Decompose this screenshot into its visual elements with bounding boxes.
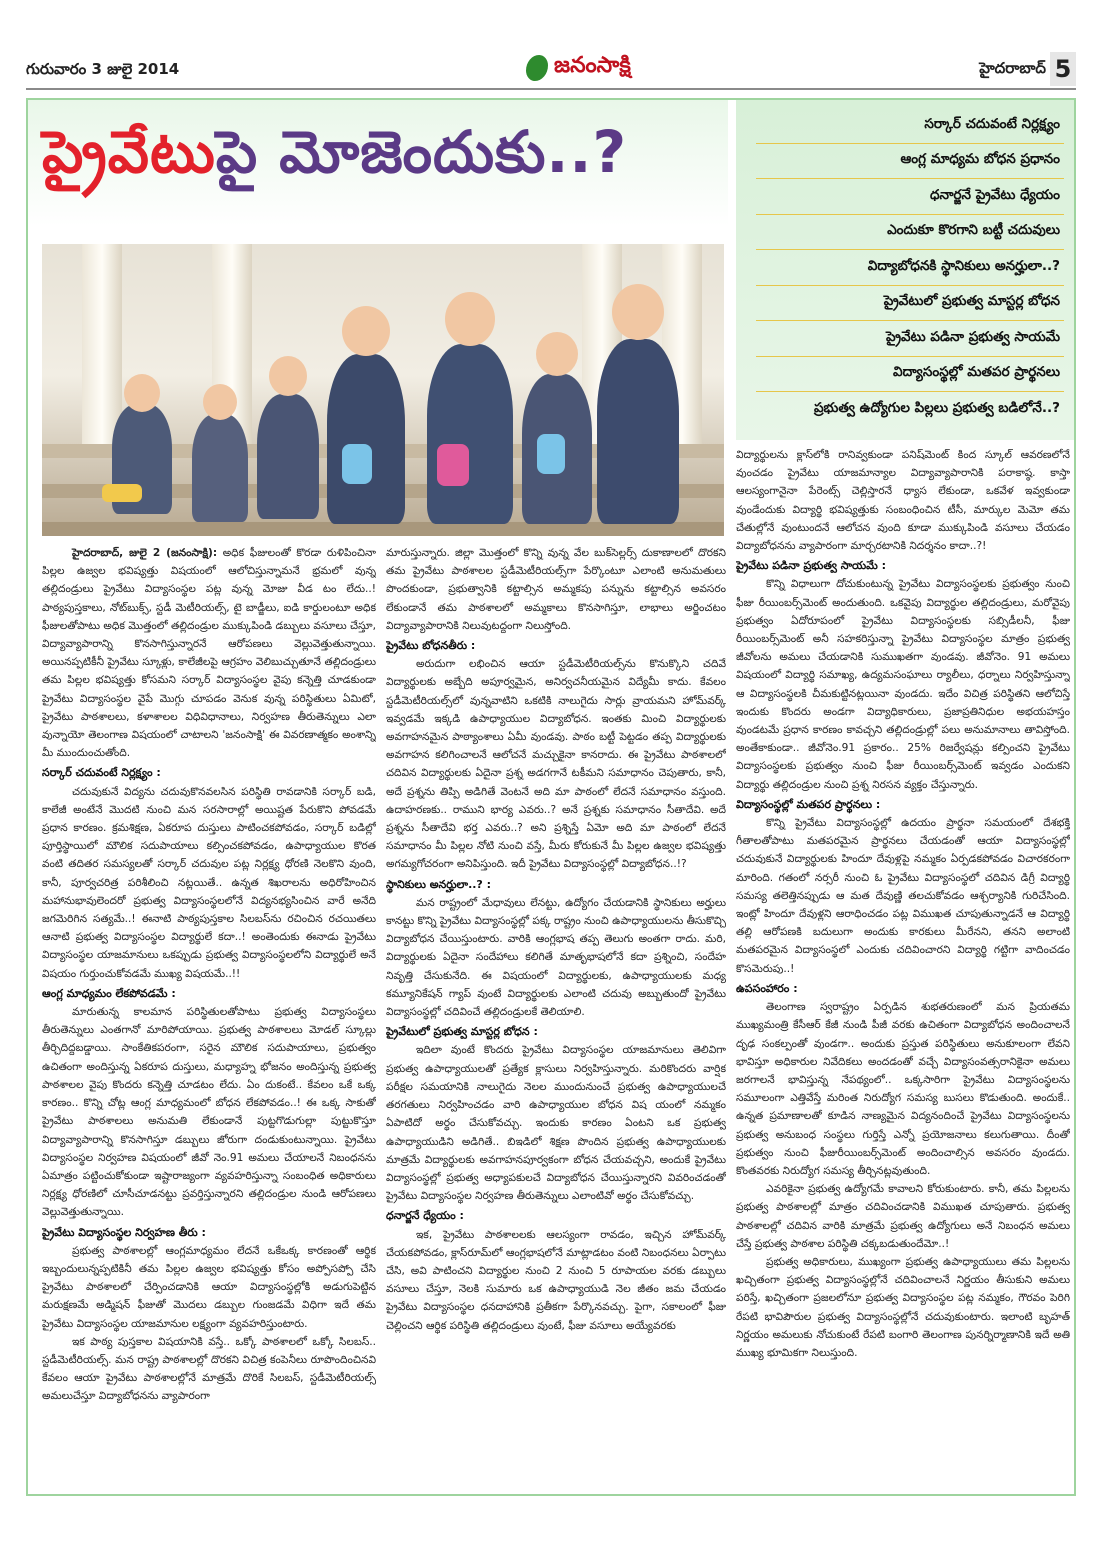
subheading: ప్రైవేటు పడినా ప్రభుత్వ సాయమే : — [736, 559, 887, 573]
newspaper-name: జనంసాక్షి — [554, 52, 631, 78]
dateline: హైదరాబాద్, జులై 2 (జనంసాక్షి): — [72, 547, 218, 559]
subheading: ఆంగ్ల మాధ్యమం లేకపోవడమే : — [42, 986, 176, 1000]
headline-part-2: పై మోజెందుకు..? — [215, 118, 628, 186]
subheading: ప్రైవేటు విద్యాసంస్థల నిర్వహణ తీరు : — [42, 1225, 206, 1239]
article-column-1 — [42, 544, 376, 1496]
highlight-item: ప్రైవేటు పడినా ప్రభుత్వ సాయమే — [756, 321, 1064, 357]
page-number: 5 — [1050, 52, 1076, 86]
article-column-2 — [386, 544, 726, 1496]
highlight-item: ప్రైవేటులో ప్రభుత్వ మాస్టర్ల బోధన — [756, 286, 1064, 322]
headline-band — [28, 100, 728, 226]
edition-city: హైదరాబాద్ — [979, 59, 1046, 77]
highlights-box — [736, 100, 1074, 440]
schoolchildren-photo — [42, 244, 724, 536]
paragraph: విద్యార్థులను క్లాస్‌లోకి రానివ్వకుండా పనిష్‌మెంట్ కింద స్కూల్ ఆవరణలోనే వుంచడం ప్రైవేటు యాజమాన్యాల విద్యావ్యాపారానికి పరాకాష్ఠ. కాస్తా ఆలస్యంగానైనా పేరెంట్స్ చెల్లిస్తారనే ధ్యాస లేకుండా, ఒకవేళ ఇవ్వకుండా వుండేందుకు విద్యార్థి భవిష్యత్తుకు సంబంధించిన టీసీ, మార్కుల మెమో తమ చేతుల్లోనే వుంటుందనే ఆలోచన వుంది కూడా ముక్కుపిండి వసూలు చేయడం విద్యాబోధనను వ్యాపారంగా మార్చరటానికి నిదర్శనం కాదా..?! — [736, 449, 1070, 553]
paragraph: మారుస్తున్నారు. జిల్లా మొత్తంలో కొన్ని వున్న వేల బుక్‌సెల్లర్స్ దుకాణాలలో దొరకని తమ ప్రైవేటు పాఠశాలల స్టడీమెటీరియల్స్‌గా పేర్కొంటూ ఎలాంటి అనుమతులు పొందకుండా, ప్రభుత్వానికి కట్టాల్సిన అమ్మకపు పన్నును కట్టాల్సిన అవసరం లేకుండానే తమ పాఠశాలలో అమ్మకాలు కొనసాగిస్తూ, లాభాలు అర్జించటం విద్యావ్యాపారానికి నిలువుటద్దంగా నిలుస్తోంది. — [386, 547, 726, 632]
article-headline — [42, 118, 627, 201]
subheading: స్థానికులు అనర్హులా..? : — [386, 877, 492, 891]
paragraph: కొన్ని విధాలుగా దోచుకుంటున్న ప్రైవేటు విద్యాసంస్థలకు ప్రభుత్వం నుంచి ఫీజు రీయింబర్స్‌మెంట్ అందుతుంది. ఒకవైపు విద్యార్థుల తల్లిదండ్రులు, మరోవైపు ప్రభుత్వం ఏదోరూపంలో ప్రైవేటు విద్యాసంస్థలకు సబ్సిడీలనీ, ఫీజు రీయింబర్స్‌మెంట్ అనీ సహకరిస్తున్నా ప్రైవేటు విద్యాసంస్థల మాత్రం ప్రభుత్వ జీవోలను అమలు చేయడానికి సుముఖతగా వుండవు. జీవోనెం. 91 అమలు విషయంలో విద్యార్థి సమాఖ్య, ఉద్యమసంఘాలు ర్యాలీలు, ధర్నాలు నిర్వహిస్తున్నా ఆ విద్యాసంస్థలకి చీమకుట్టినట్లయినా వుండదు. ఇదేం విచిత్ర పరిస్థితని ఆలోచిస్తే ఇందుకు కొందరు అండగా విద్యాధికారులు, ప్రజాప్రతినిధుల అభయహస్తం వుండటమే ప్రధాన కారణం కావచ్చని తల్లిదండ్రుల్లో పలు అనుమానాలు తావిస్తోంది. అంతేకాకుండా.. జీవోనెం.91 ప్రకారం.. 25% రిజర్వేషన్లు కల్పించని ప్రైవేటు విద్యాసంస్థలకు ప్రభుత్వం నుంచి ఫీజు రీయింబర్స్‌మెంట్ ఇవ్వడం ఎందుకని విద్యార్థు తల్లిదండ్రుల నుంచి ప్రశ్న నిరసన వ్యక్తం చేస్తున్నారు. — [736, 578, 1070, 791]
newspaper-logo[interactable] — [526, 52, 631, 83]
leaf-logo-icon — [526, 55, 548, 81]
paragraph: ఎవరికైనా ప్రభుత్వ ఉద్యోగమే కావాలని కోరుకుంటారు. కానీ, తమ పిల్లలను ప్రభుత్వ పాఠశాలల్లో మాత్రం చదివించడానికి విముఖత చూపుతారు. ప్రభుత్వ పాఠశాలల్లో చదివిన వారికి మాత్రమే ప్రభుత్వ ఉద్యోగులు అనే నిబంధన అమలు చేస్తే ప్రభుత్వ పాఠశాల పరిస్థితి చక్కబడుతుందేమో..! — [736, 1183, 1070, 1250]
paragraph: తెలంగాణ స్వరాష్ట్రం ఏర్పడిన శుభతరుణంలో మన ప్రియతమ ముఖ్యమంత్రి కేసీఆర్ కేజీ నుండి పీజీ వరకు ఉచితంగా విద్యాబోధన అందించాలనే దృఢ సంకల్పంతో వుండగా.. అందుకు ప్రస్తుత పరిస్థితులు అనుకూలంగా లేవని భావిస్తూ అధికారుల నివేదికలు అందడంతో వచ్చే విద్యాసంవత్సరానికైనా అమలు జరగాలనే భావిస్తున్న నేపథ్యంలో.. ఒక్కసారిగా ప్రైవేటు విద్యాసంస్థలను సమూలంగా ఎత్తివేస్తే మరింత నిరుద్యోగ సమస్య బుసలు కొడుతుంది. అందుకే.. ఉన్నత ప్రమాణాలతో కూడిన నాణ్యమైన విద్యనందించే ప్రైవేటు విద్యాసంస్థలను ప్రభుత్వ అనుబంధ సంస్థలు గుర్తిస్తే ఎన్నో ప్రయోజనాలు కలుగుతాయి. దీంతో ప్రభుత్వం నుంచి ఫీజురీయింబర్స్‌మెంట్ అందించాల్సిన అవసరం వుండదు. కొంతవరకు నిరుద్యోగ సమస్య తీర్చినట్లవుతుంది. — [736, 1001, 1070, 1177]
paragraph: మారుతున్న కాలమాన పరిస్థితులతోపాటు ప్రభుత్వ విద్యాసంస్థలు తీరుతెన్నులు ఎంతగానో మారిపోయాయి. ప్రభుత్వ పాఠశాలలు మోడల్ స్కూల్లు తీర్చిదిద్దబడ్డాయి. సాంకేతికపరంగా, సరైన మౌలిక సదుపాయాలు, ప్రభుత్వం ఉచితంగా అందిస్తున్న ఏకరూప దుస్తులు, మధ్యాహ్న భోజనం అందిస్తున్న ప్రభుత్వ పాఠశాలల వైపు కొందరు కన్నెత్తి చూడటం లేదు. ఏం దుకంటే.. కేవలం ఒకే ఒక్క కారణం.. కొన్ని చోట్ల ఆంగ్ల మాధ్యమంలో బోధన లేకపోవడం..! ఈ ఒక్క సాకుతో ప్రైవేటు పాఠశాలలు అనుమతి లేకుండానే పుట్టగొడుగుల్లా పుట్టుకొస్తూ విద్యావ్యాపారాన్ని కొనసాగిస్తూ డబ్బులు జోరుగా దండుకుంటున్నాయి. ప్రైవేటు విద్యాసంస్థల నిర్వహణ విషయంలో జీవో నెం.91 అమలు చేయాలనే నిబంధనను ఏమాత్రం పట్టించుకోకుండా ఇష్టారాజ్యంగా వ్యవహరిస్తున్నా సంబంధిత అధికారులు నిర్లక్ష్య ధోరణిలో చూసీచూడనట్టు ప్రవర్తిస్తున్నారని తల్లిదండ్రుల నుండి ఆరోపణలు వెల్లువెత్తుతున్నాయి. — [42, 1006, 376, 1219]
paragraph: చదువుకునే విద్యను చదువుకొనవలసిన పరిస్థితి రావడానికి సర్కార్ బడి, కాలేజీ అంటేనే మొదటి నుంచి మన సరసారాల్లో అయిష్టత పేరుకొని పోవడమే ప్రధాన కారణం. క్రమశిక్షణ, ఏకరూప దుస్తులు పాటించకపోవడం, సర్కార్ బడిల్లో పూర్తిస్థాయిలో మౌలిక సదుపాయాలు కల్పించకపోవడం, ఉపాధ్యాయుల కొరత వంటి తదితర సమస్యలతో సర్కార్ చదువుల పట్ల నిర్లక్ష్య ధోరణి నెలకొని వుంది, కానీ, పూర్వచరిత్ర పరిశీలించి నట్లయితే.. ఉన్నత శిఖరాలను అధిరోహించిన మహానుభావులెందరో ప్రభుత్వ విద్యాసంస్థలలోనే విద్యనభ్యసించిన వారే అనేది జగమెరిగిన సత్యమే..! ఈనాటి పాఠ్యపుస్తకాల సిలబస్‌ను రచించిన రచయితలు ఆనాటి ప్రభుత్వ విద్యాసంస్థల విద్యార్థులే కదా..! అంతెందుకు ఈనాడు ప్రైవేటు విద్యాసంస్థల యాజమానులు ఒకప్పుడు ప్రభుత్వ విద్యాసంస్థలలోని విద్యార్థులే అనే విషయం గుర్తుంచుకోవడమే ముఖ్య విషయమే..!! — [42, 785, 376, 980]
highlight-item: ఎందుకూ కొరగాని బట్టీ చదువులు — [756, 215, 1064, 251]
highlight-item: ధనార్జనే ప్రైవేటు ధ్యేయం — [756, 179, 1064, 215]
article-column-3 — [736, 446, 1070, 1496]
paragraph: ఇక పాఠ్య పుస్తకాల విషయానికి వస్తే.. ఒక్కో పాఠశాలలో ఒక్కో సిలబస్.. స్టడీమెటీరియల్స్. మన రాష్ట్ర పాఠశాలల్లో దొరకని విచిత్ర కంపెనీలు రూపొందించినవి కేవలం ఆయా ప్రైవేటు పాఠశాలల్లోనే మాత్రమే దొరికే సిలబస్, స్టడీమెటీరియల్స్ అమలుచేస్తూ విద్యాబోధనను వ్యాపారంగా — [42, 1335, 376, 1403]
subheading: ప్రైవేటులో ప్రభుత్వ మాస్టర్ల బోధన : — [386, 1025, 538, 1039]
highlight-item: సర్కార్ చదువంటే నిర్లక్ష్యం — [756, 108, 1064, 144]
masthead — [26, 52, 1076, 90]
highlight-item: విద్యాబోధనకి స్థానికులు అనర్హులా..? — [756, 250, 1064, 286]
issue-date: గురువారం 3 జులై 2014 — [26, 60, 180, 78]
paragraph: అరుదుగా లభించిన ఆయా స్టడీమెటీరియల్స్‌ను కొనుక్కొని చదివే విద్యార్థులకు అబ్బేది అపూర్వమైన, అనిర్వచనీయమైన విద్యేమీ కాదు. కేవలం స్టడీమెటీరియల్స్‌లో వున్నవాటిని ఒకటికి నాలుగైదు సార్లు వ్రాయమని హోమ్‌వర్క్ ఇవ్వడమే ఇక్కడి ఉపాధ్యాయుల విద్యాబోధన. ఇంతకు మించి విద్యార్థులకు అవగాహనమైన పాఠ్యాంశాలు ఏమీ వుండవు. పాఠం బట్టీ పెట్టడం తప్ప విద్యార్థులకు అవగాహన కలిగించాలనే ఆలోచనే మచ్చుకైనా కానరాదు. ఈ ప్రైవేటు పాఠశాలలో చదివిన విద్యార్థులకు ఏదైనా ప్రశ్న అడగగానే టకీమని సమాధానం చెపుతారు, కానీ, అదే ప్రశ్నను తిప్పి అడిగితే వెంటనే అది మా పాఠంలో లేదనే సమాధానం వస్తుంది. ఉదాహరణకు.. రాముని భార్య ఎవరు..? అనే ప్రశ్నకు సమాధానం సీతాదేవి. అదే ప్రశ్నను సీతాదేవి భర్త ఎవరు..? అని ప్రశ్నిస్తే ఏమో అది మా పాఠంలో లేదనే సమాధానం మీ పిల్లల నోటి నుంచి వస్తే, మీరు కోరుకునే మీ పిల్లల ఉజ్వల భవిష్యత్తు అగమ్యగోచరంగా అనిపిస్తుంది. ఇదీ ప్రైవేటు విద్యాసంస్థల్లో విద్యాబోధన..!? — [386, 658, 726, 871]
paragraph: ప్రభుత్వ పాఠశాలల్లో ఆంగ్లమాధ్యమం లేదనే ఒకేఒక్క కారణంతో ఆర్థిక ఇబ్బందులున్నప్పటికినీ తమ పిల్లల ఉజ్వల భవిష్యత్తు కోసం అప్పోసప్పో చేసి ప్రైవేటు పాఠశాలలో చేర్పించడానికి ఆయా విద్యాసంస్థల్లోకి అడుగుపెట్టిన మరుక్షణమే అడ్మిషన్ ఫీజుతో మొదలు డబ్బుల గుంజడమే విధిగా ఇదే తమ ప్రైవేటు విద్యాసంస్థల యాజమానుల లక్ష్యంగా వ్యవహరిస్తుంటారు. — [42, 1244, 376, 1330]
paragraph: ఇదిలా వుంటే కొందరు ప్రైవేటు విద్యాసంస్థల యాజమానులు తెలివిగా ప్రభుత్వ ఉపాధ్యాయులతో ప్రత్యేక క్లాసులు నిర్వహిస్తున్నారు. మరికొందరు వార్షిక పరీక్షల సమయానికి నాలుగైదు నెలల ముందునుంచే ప్రభుత్వ ఉపాధ్యాయులచే తరగతులు నిర్వహించడం వారి ఉపాధ్యాయుల బోధన విష యంలో నమ్మకం ఏపాటిదో అర్థం చేసుకోవచ్చు. ఇందుకు కారణం ఏంటని ఒక ప్రభుత్వ ఉపాధ్యాయుడిని అడిగితే.. బిఇడిలో శిక్షణ పొందిన ప్రభుత్వ ఉపాధ్యాయులకు మాత్రమే విద్యార్థులకు అవగాహనపూర్వకంగా బోధన చేయవచ్చని, అందుకే ప్రైవేటు విద్యాసంస్థల్లో ప్రభుత్వ అధ్యాపకులచే విద్యాబోధన చేయిస్తున్నారని వివరించడంతో ప్రైవేటు విద్యాసంస్థల నిర్వహణ తీరుతెన్నులు ఎలాంటివో అర్థం చేసుకోవచ్చు. — [386, 1044, 726, 1203]
paragraph: మన రాష్ట్రంలో మేధావులు లేనట్టు, ఉద్యోగం చేయడానికి స్థానికులు అర్హులు కానట్టు కొన్ని ప్రైవేటు విద్యాసంస్థల్లో పక్క రాష్ట్రం నుంచి ఉపాధ్యాయులను తీసుకొచ్చి విద్యాబోధన చేయిస్తుంటారు. వారికి ఆంగ్లభాష తప్ప తెలుగు అంతగా రాదు. మరి, విద్యార్థులకు ఏదైనా సందేహాలు కలిగితే మాతృభాషలోనే కదా ప్రశ్నించి, సందేహ నివృత్తి చేసుకునేది. ఈ విషయంలో విద్యార్థులకు, ఉపాధ్యాయులకు మధ్య కమ్యూనికేషన్ గ్యాప్ వుంటే విద్యార్థులకు ఎలాంటి చదువు అబ్బుతుందో ప్రైవేటు విద్యాసంస్థల్లో చదివించే తల్లిదండ్రులకే తెలియాలి. — [386, 896, 726, 1019]
paragraph: ఇక, ప్రైవేటు పాఠశాలలకు ఆలస్యంగా రావడం, ఇచ్చిన హోమ్‌వర్క్ చేయకపోవడం, క్లాస్‌రూమ్‌లో ఆంగ్లభాషలోనే మాట్లాడటం వంటి నిబంధనలు ఏర్పాటు చేసి, అవి పాటించని విద్యార్థుల నుంచి 2 నుంచి 5 రూపాయల వరకు డబ్బులు వసూలు చేస్తూ, నెలకి సుమారు ఒక ఉపాధ్యాయుడి నెల జీతం జమ చేయడం ప్రైవేటు విద్యాసంస్థల ధనదాహానికి ప్రతీకగా పేర్కొనవచ్చు. పైగా, సకాలంలో ఫీజు చెల్లించని ఆర్థిక పరిస్థితి తల్లిదండ్రులు వుంటే, ఫీజు వసూలు అయ్యేవరకు — [386, 1228, 726, 1332]
article-frame — [26, 98, 1076, 1496]
paragraph: హైదరాబాద్, జులై 2 (జనంసాక్షి): అధిక ఫీజులంతో కొరడా రుళిపించినా పిల్లల ఉజ్వల భవిష్యత్తు విషయంలో ఆలోచిస్తున్నామనే భ్రమలో వున్న తల్లిదండ్రులు ప్రైవేటు విద్యాసంస్థల పట్ల వున్న మోజు వీడ టం లేదు..! పాఠ్యపుస్తకాలు, నోట్‌బుక్స్, స్టడీ మెటీరియల్స్, టై బాడ్జీలు, ఐడి కార్డులంటూ అధిక ఫీజులతోపాటు అధిక మొత్తంలో తల్లిదండ్రుల ముక్కుపిండి డబ్బులు వసూలు చేస్తూ, విద్యావ్యాపారాన్ని కొనసాగిస్తున్నారనే ఆరోపణలు వెల్లువెత్తుతున్నాయి. అయినప్పటికీనీ ప్రైవేటు స్కూళ్లు, కాలేజీలపై ఆగ్రహం వెలిబుచ్చుతూనే తల్లిదండ్రులు తమ పిల్లల భవిష్యత్తు కోసమని సర్కార్ విద్యాసంస్థల వైపు కన్నెత్తి చూడకుండా ప్రైవేటు విద్యాసంస్థల వైపే మొగ్గు చూపడం వెనుక వున్న పరిస్థితులు ఏమిటో, ప్రైవేటు పాఠశాలలు, కళాశాలల విధివిధానాలు, నిర్వహణ తీరుతెన్నులు ఎలా వున్నాయో తెలంగాణ విషయంలో చాటాలని 'జనంసాక్షి' ఈ వివరణాత్మకం అంశాన్ని మీ ముందుంచుతోంది. — [42, 547, 376, 760]
highlight-item: విద్యాసంస్థల్లో మతపర ప్రార్థనలు — [756, 357, 1064, 393]
subheading: ధనార్జనే ధ్యేయం : — [386, 1209, 464, 1223]
subheading: విద్యాసంస్థల్లో మతపర ప్రార్థనలు : — [736, 797, 881, 811]
highlight-item: ఆంగ్ల మాధ్యమ బోధన ప్రధానం — [756, 144, 1064, 180]
subheading: సర్కార్ చదువంటే నిర్లక్ష్యం : — [42, 766, 161, 780]
paragraph: ప్రభుత్వ అధికారులు, ముఖ్యంగా ప్రభుత్వ ఉపాధ్యాయులు తమ పిల్లలను ఖచ్చితంగా ప్రభుత్వ విద్యాసంస్థల్లోనే చదివించాలనే నిర్ణయం తీసుకుని అమలు పరిస్తే, ఖచ్చితంగా ప్రజలలోనూ ప్రభుత్వ విద్యాసంస్థల పట్ల నమ్మకం, గౌరవం పెరిగి రేపటి భావిపౌరుల ప్రభుత్వ విద్యాసంస్థల్లోనే చదువుకుంటారు. ఇలాంటి బృహత్ నిర్ణయం అమలుకు నోచుకుంటే రేపటి బంగారి తెలంగాణ పునర్నిర్మాణానికి ఇదే అతి ముఖ్య భూమికగా నిలుస్తుంది. — [736, 1255, 1070, 1359]
subheading: ప్రైవేటు బోధనతీరు : — [386, 639, 476, 653]
paragraph: కొన్ని ప్రైవేటు విద్యాసంస్థల్లో ఉదయం ప్రార్థనా సమయంలో దేశభక్తి గీతాలతోపాటు మతపరమైన ప్రార్థనలు చేయడంతో ఆయా విద్యాసంస్థల్లో చదువుకునే విద్యార్థులకు హిందూ దేవుళ్లపై నమ్మకం ఏర్పడకపోవడం విచారకరంగా మారింది. గతంలో నర్సరీ నుంచి ఓ ప్రైవేటు విద్యాసంస్థలో చదివిన డిగ్రీ విద్యార్థి సమస్య తలెత్తినప్పుడు ఆ మత దేవుణ్ణి తలచుకోవడం ఆశ్చర్యానికి గురిచేసింది. ఇంట్లో హిందూ దేవుళ్లని ఆరాధించడం పట్ల విముఖత చూపుతున్నాడనే ఆ విద్యార్థి తల్లి ఆరోపణకి బదులుగా అందుకు కారకులు మీరేనని, తనని అలాంటి మతపరమైన విద్యాసంస్థలో ఎందుకు చదివించారని విద్యార్థి గట్టిగా వాదించడం కొసమెరుపు..! — [736, 817, 1070, 975]
subheading: ఉపసంహారం : — [736, 981, 798, 995]
highlight-item: ప్రభుత్వ ఉద్యోగుల పిల్లలు ప్రభుత్వ బడిలోనే..? — [813, 400, 1060, 417]
headline-part-1: ప్రైవేటు — [42, 118, 216, 186]
